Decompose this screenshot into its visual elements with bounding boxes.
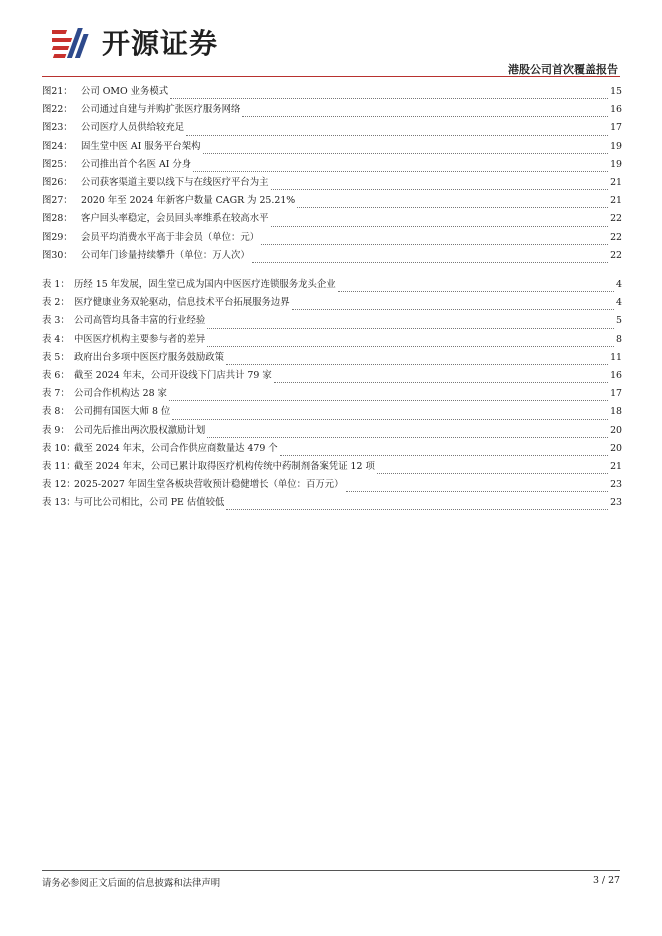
table-entry-label: 表 2：: [42, 297, 70, 309]
figure-entry-label: 图28：: [42, 213, 73, 225]
figure-entry-page-number: 21: [610, 176, 622, 188]
table-entry-page-number: 4: [616, 279, 622, 290]
report-type: 港股公司首次覆盖报告: [508, 63, 618, 76]
figure-entry[interactable]: [42, 119, 622, 137]
table-entry[interactable]: [42, 385, 622, 403]
table-entry[interactable]: [42, 403, 622, 421]
table-entry-title: 中医医疗机构主要参与者的差异: [74, 333, 206, 345]
table-entry[interactable]: [42, 422, 622, 440]
leader-dots: [226, 509, 608, 510]
leader-dots: [271, 226, 609, 227]
table-entry-title: 历经 15 年发展，固生堂已成为国内中医医疗连锁服务龙头企业: [74, 279, 336, 290]
figure-entry-title: 客户回头率稳定，会员回头率维系在较高水平: [81, 213, 269, 225]
table-entry-label: 表 3：: [42, 315, 70, 327]
table-entry-label: 表 5：: [42, 351, 70, 363]
table-entry-title: 公司高管均具备丰富的行业经验: [74, 315, 206, 327]
figure-entry-title: 公司医疗人员供给较充足: [81, 122, 185, 134]
leader-dots: [169, 400, 608, 401]
table-entry-page-number: 5: [616, 315, 622, 327]
leader-dots: [338, 291, 614, 292]
figure-entry-label: 图25：: [42, 158, 73, 170]
table-entry-title: 政府出台多项中医医疗服务鼓励政策: [74, 351, 225, 363]
leader-dots: [203, 153, 609, 154]
table-entry-page-number: 21: [610, 460, 622, 472]
figure-entry-page-number: 19: [610, 140, 622, 152]
leader-dots: [226, 364, 608, 365]
leader-dots: [292, 309, 614, 310]
figure-entry-label: 图21：: [42, 86, 73, 97]
table-entry-title: 截至 2024 年末，公司已累计取得医疗机构传统中药制剂备案凭证 12 项: [74, 460, 375, 472]
leader-dots: [280, 455, 608, 456]
table-entry-title: 2025-2027 年固生堂各板块营收预计稳健增长（单位：百万元）: [74, 479, 344, 491]
figure-entry[interactable]: [42, 247, 622, 265]
table-entry-title: 截至 2024 年末，公司开设线下门店共计 79 家: [74, 369, 272, 381]
table-entry-title: 截至 2024 年末，公司合作供应商数量达 479 个: [74, 442, 278, 454]
figure-entry[interactable]: [42, 229, 622, 247]
leader-dots: [274, 382, 608, 383]
leader-dots: [271, 189, 609, 190]
figure-entry-label: 图26：: [42, 176, 73, 188]
figure-list: [42, 83, 622, 265]
table-entry-title: 公司拥有国医大师 8 位: [74, 406, 171, 418]
leader-dots: [193, 171, 608, 172]
table-entry-page-number: 23: [610, 497, 622, 509]
table-entry[interactable]: [42, 476, 622, 494]
figure-entry-page-number: 15: [610, 86, 622, 97]
table-entry-page-number: 20: [610, 424, 622, 436]
leader-dots: [297, 207, 608, 208]
table-entry-title: 公司先后推出两次股权激励计划: [74, 424, 206, 436]
table-list: [42, 276, 622, 512]
figure-entry[interactable]: [42, 138, 622, 156]
figure-entry-title: 公司通过自建与并购扩张医疗服务网络: [81, 104, 241, 116]
leader-dots: [252, 262, 608, 263]
table-entry-page-number: 4: [616, 297, 622, 309]
figure-entry-label: 图27：: [42, 195, 73, 207]
table-entry-page-number: 20: [610, 442, 622, 454]
table-entry-label: 表 12：: [42, 479, 76, 491]
figure-entry-page-number: 19: [610, 158, 622, 170]
table-entry[interactable]: [42, 276, 622, 294]
table-entry-label: 表 8：: [42, 406, 70, 418]
table-entry-page-number: 17: [610, 388, 622, 400]
figure-entry-label: 图24：: [42, 140, 73, 152]
figure-entry-page-number: 17: [610, 122, 622, 134]
figure-entry-page-number: 21: [610, 195, 622, 207]
figure-entry-page-number: 16: [610, 104, 622, 116]
table-entry[interactable]: [42, 294, 622, 312]
table-entry[interactable]: [42, 494, 622, 512]
table-entry[interactable]: [42, 440, 622, 458]
figure-entry-label: 图29：: [42, 231, 73, 243]
table-entry-label: 表 4：: [42, 333, 70, 345]
brand-name: 开源证券: [102, 27, 219, 60]
leader-dots: [207, 437, 608, 438]
leader-dots: [207, 328, 614, 329]
table-entry-title: 与可比公司相比，公司 PE 估值较低: [74, 497, 225, 509]
figure-entry-label: 图23：: [42, 122, 73, 134]
leader-dots: [346, 491, 609, 492]
figure-entry[interactable]: [42, 174, 622, 192]
table-entry-page-number: 18: [610, 406, 622, 418]
leader-dots: [261, 244, 608, 245]
figure-entry-title: 公司年门诊量持续攀升（单位：万人次）: [81, 249, 250, 261]
figure-entry-page-number: 22: [610, 213, 622, 225]
table-entry-label: 表 11：: [42, 460, 76, 472]
table-entry[interactable]: [42, 331, 622, 349]
figure-entry-title: 公司获客渠道主要以线下与在线医疗平台为主: [81, 176, 269, 188]
table-entry-label: 表 9：: [42, 424, 70, 436]
leader-dots: [207, 346, 614, 347]
figure-entry-label: 图22：: [42, 104, 73, 116]
table-entry-title: 公司合作机构达 28 家: [74, 388, 167, 400]
leader-dots: [377, 473, 608, 474]
table-entry-page-number: 16: [610, 369, 622, 381]
leader-dots: [170, 98, 608, 99]
figure-entry-page-number: 22: [610, 231, 622, 243]
figure-entry[interactable]: [42, 83, 622, 101]
leader-dots: [186, 135, 608, 136]
table-entry[interactable]: [42, 458, 622, 476]
leader-dots: [172, 419, 608, 420]
table-entry-label: 表 10：: [42, 442, 76, 454]
table-entry-page-number: 23: [610, 479, 622, 491]
table-entry[interactable]: [42, 312, 622, 330]
figure-entry-label: 图30：: [42, 249, 73, 261]
figure-entry[interactable]: [42, 101, 622, 119]
figure-entry-title: 公司 OMO 业务模式: [81, 86, 169, 97]
figure-entry[interactable]: [42, 156, 622, 174]
footer-disclaimer: 请务必参阅正文后面的信息披露和法律声明: [42, 878, 221, 889]
page-indicator: 3 / 27: [592, 875, 620, 886]
figure-entry-title: 会员平均消费水平高于非会员（单位：元）: [81, 231, 260, 243]
table-entry-page-number: 8: [616, 333, 622, 345]
figure-entry[interactable]: [42, 210, 622, 228]
brand-logo-icon: [52, 22, 98, 62]
brand-logo: [52, 22, 218, 62]
table-entry-label: 表 7：: [42, 388, 70, 400]
table-entry-page-number: 11: [610, 351, 622, 363]
leader-dots: [242, 116, 608, 117]
table-entry-title: 医疗健康业务双轮驱动，信息技术平台拓展服务边界: [74, 297, 290, 309]
table-entry[interactable]: [42, 349, 622, 367]
figure-entry[interactable]: [42, 192, 622, 210]
figure-entry-title: 2020 年至 2024 年新客户数量 CAGR 为 25.21%: [81, 195, 296, 207]
table-entry-label: 表 6：: [42, 369, 70, 381]
table-entry-label: 表 1：: [42, 279, 70, 290]
table-entry[interactable]: [42, 367, 622, 385]
table-entry-label: 表 13：: [42, 497, 76, 509]
figure-entry-title: 公司推出首个名医 AI 分身: [81, 158, 192, 170]
figure-entry-title: 固生堂中医 AI 服务平台架构: [81, 140, 201, 152]
header-divider: [42, 76, 620, 77]
footer-divider: [42, 870, 620, 871]
figure-entry-page-number: 22: [610, 249, 622, 261]
